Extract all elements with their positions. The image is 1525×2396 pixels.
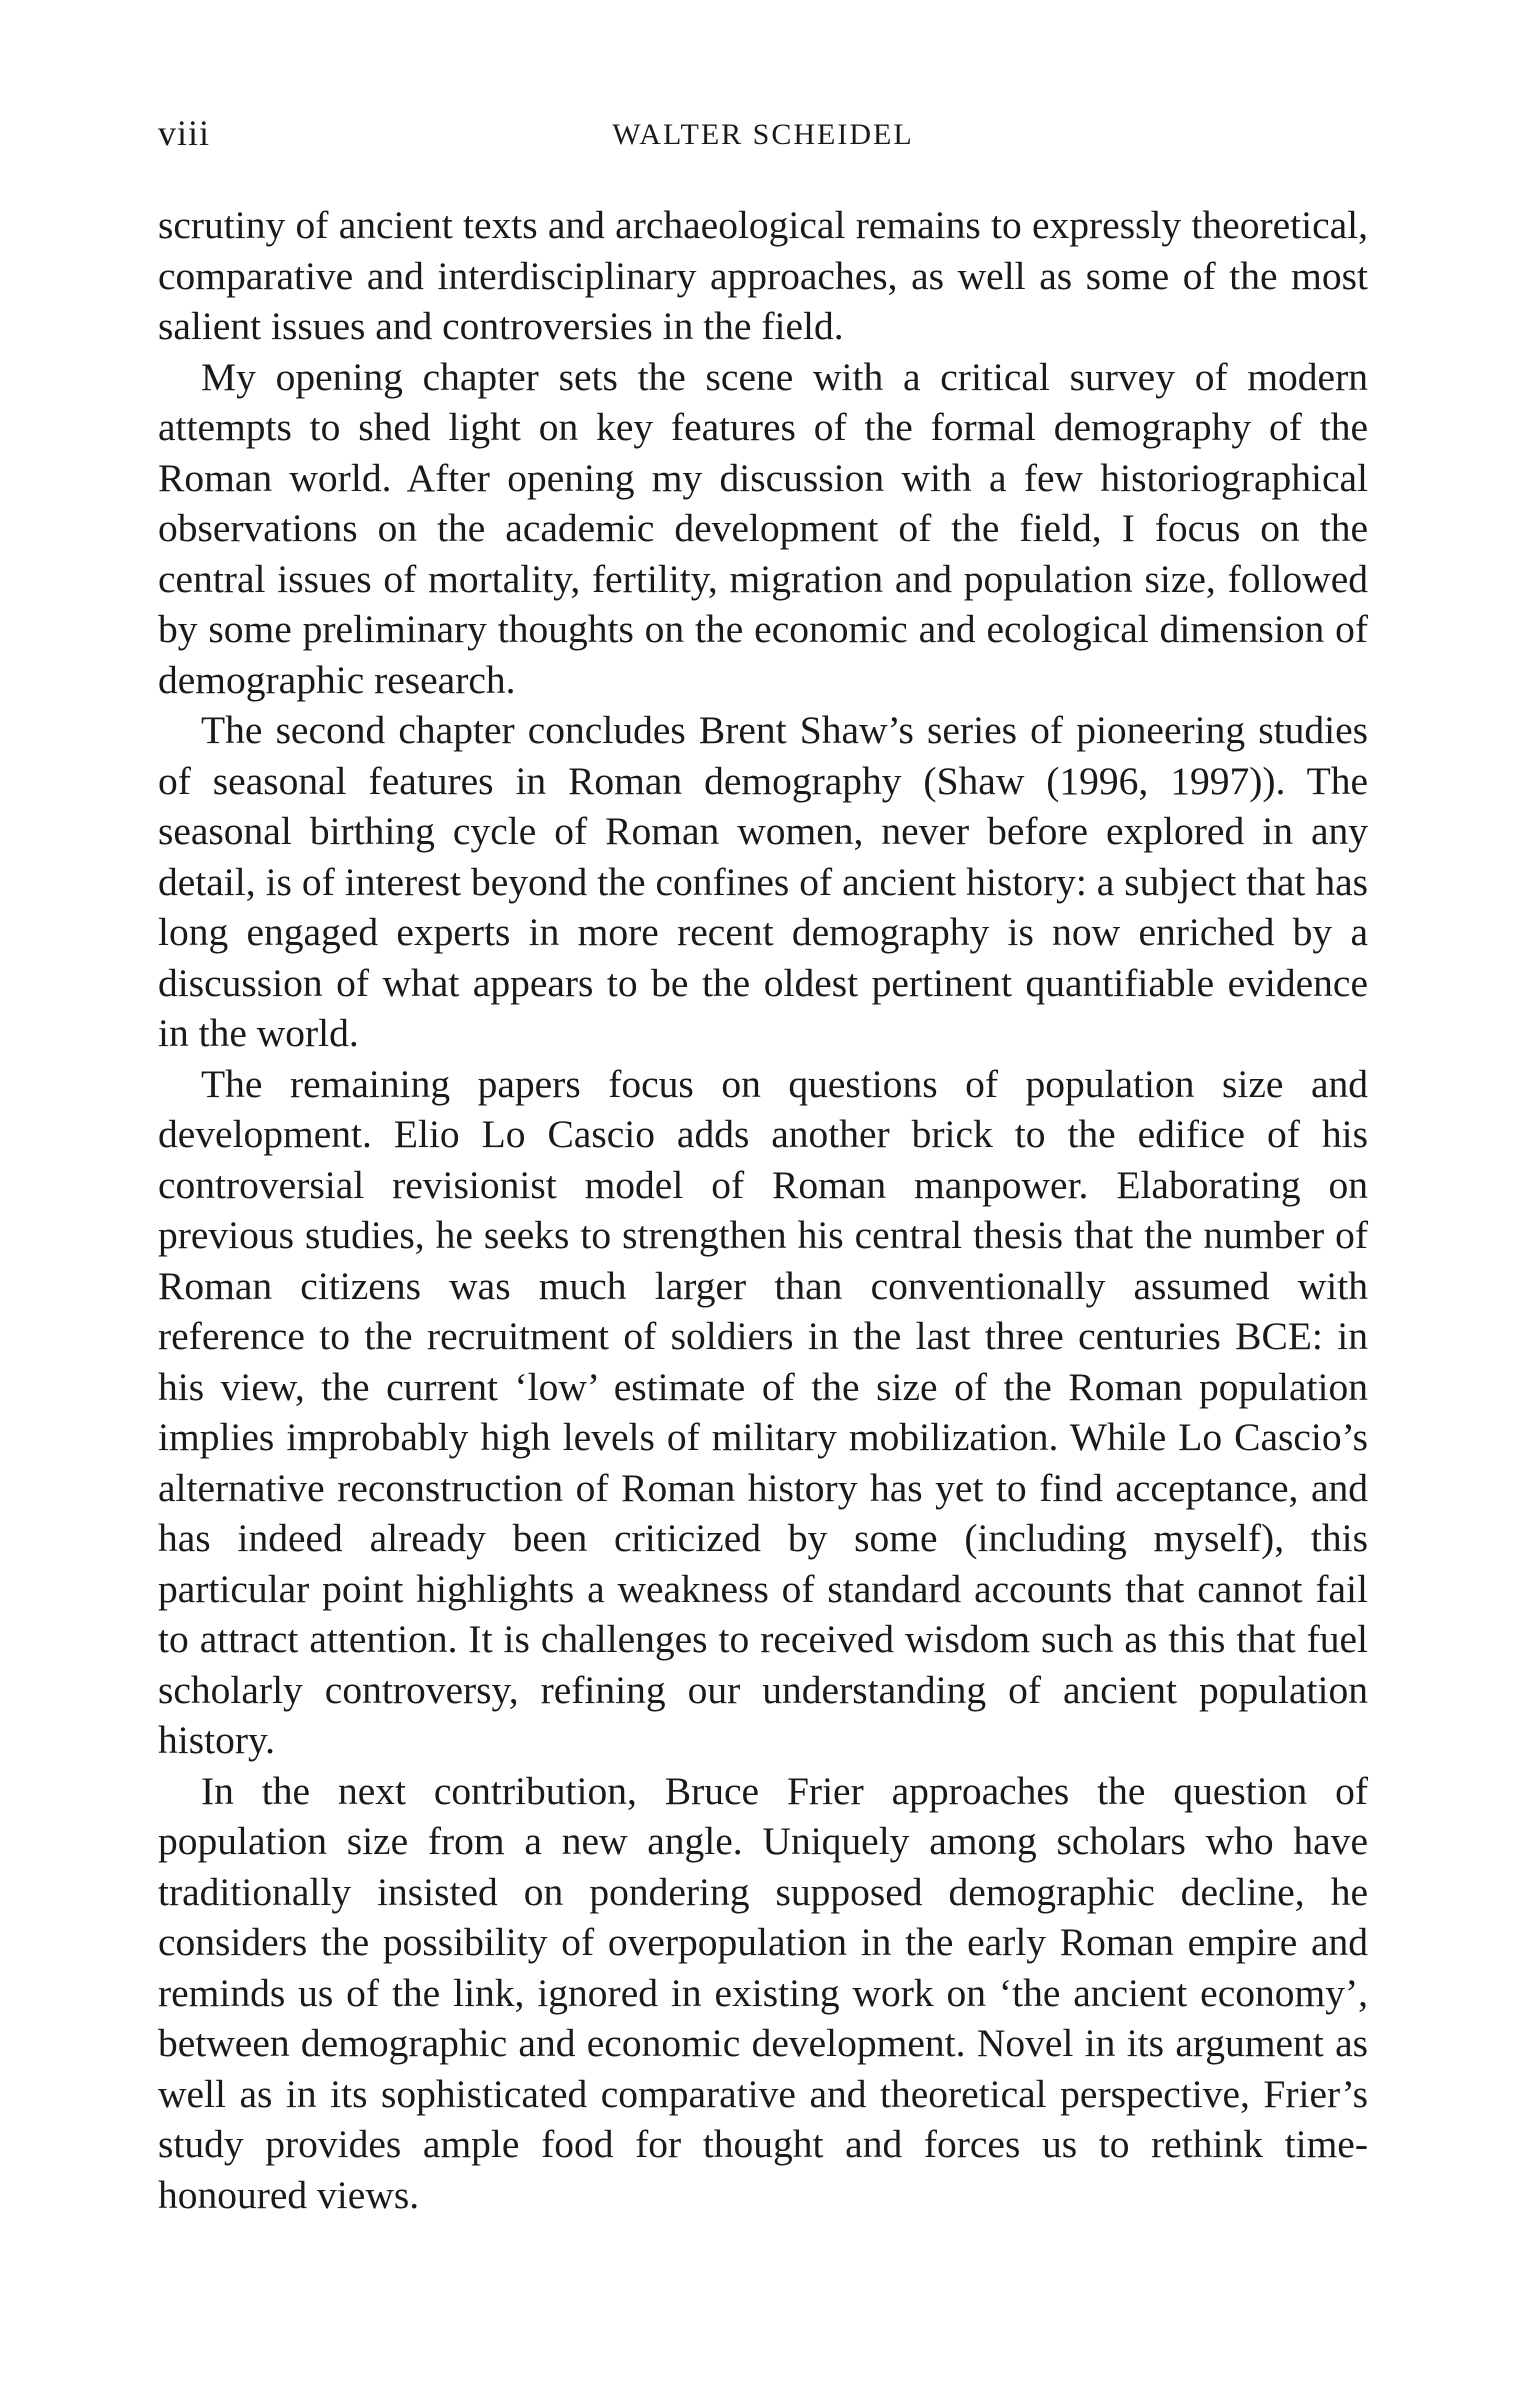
paragraph-second-chapter: The second chapter concludes Brent Shaw’s series of pioneering studies of seasonal features in Roman demography (Shaw (1996, 1997)). The seasonal birthing cycle of Roman women, never before explored in any detail, is of interest beyond the confines of ancient history: a subject that has long engaged experts in more recent demography is now enriched by a discussion of what appears to be the oldest pertinent quantifiable evidence in the world. [158, 708, 1368, 1055]
paragraph-continuation: scrutiny of ancient texts and archaeological remains to expressly theoretical, comparative and interdisciplinary approaches, as well as some of the most salient issues and controversies in the field. [158, 203, 1368, 348]
paragraph-next-contribution: In the next contribution, Bruce Frier approaches the question of population size from a new angle. Uniquely among scholars who have traditionally insisted on pondering supposed demographic decline, he considers the possibility of overpopulation in the early Roman empire and reminds us of the link, ignored in existing work on ‘the ancient economy’, between demographic and economic development. Novel in its argument as well as in its sophisticated comparative and theoretical perspective, Frier’s study provides ample food for thought and forces us to rethink time-honoured views. [158, 1768, 1368, 2217]
running-title: WALTER SCHEIDEL [612, 118, 914, 151]
body-text [158, 200, 1368, 2220]
page-number: viii [158, 113, 211, 153]
paragraph-remaining-papers: The remaining papers focus on questions of population size and development. Elio Lo Cascio adds another brick to the edifice of his controversial revisionist model of Roman manpower. Elaborating on previous studies, he seeks to strengthen his central thesis that the number of Roman citizens was much larger than conventionally assumed with reference to the recruitment of soldiers in the last three centuries BCE: in his view, the current ‘low’ estimate of the size of the Roman population implies improbably high levels of military mobilization. While Lo Cascio’s alternative reconstruction of Roman history has yet to find acceptance, and has indeed already been criticized by some (including myself), this particular point highlights a weakness of standard accounts that cannot fail to attract attention. It is challenges to received wisdom such as this that fuel scholarly controversy, refining our understanding of ancient population history. [158, 1061, 1368, 1762]
running-head [158, 112, 1368, 162]
paragraph-opening-chapter: My opening chapter sets the scene with a critical survey of modern attempts to shed light on key features of the formal demography of the Roman world. After opening my discussion with a few historiographical observations on the academic development of the field, I focus on the central issues of mortality, fertility, migration and population size, followed by some preliminary thoughts on the economic and ecological dimension of demographic research. [158, 354, 1368, 702]
